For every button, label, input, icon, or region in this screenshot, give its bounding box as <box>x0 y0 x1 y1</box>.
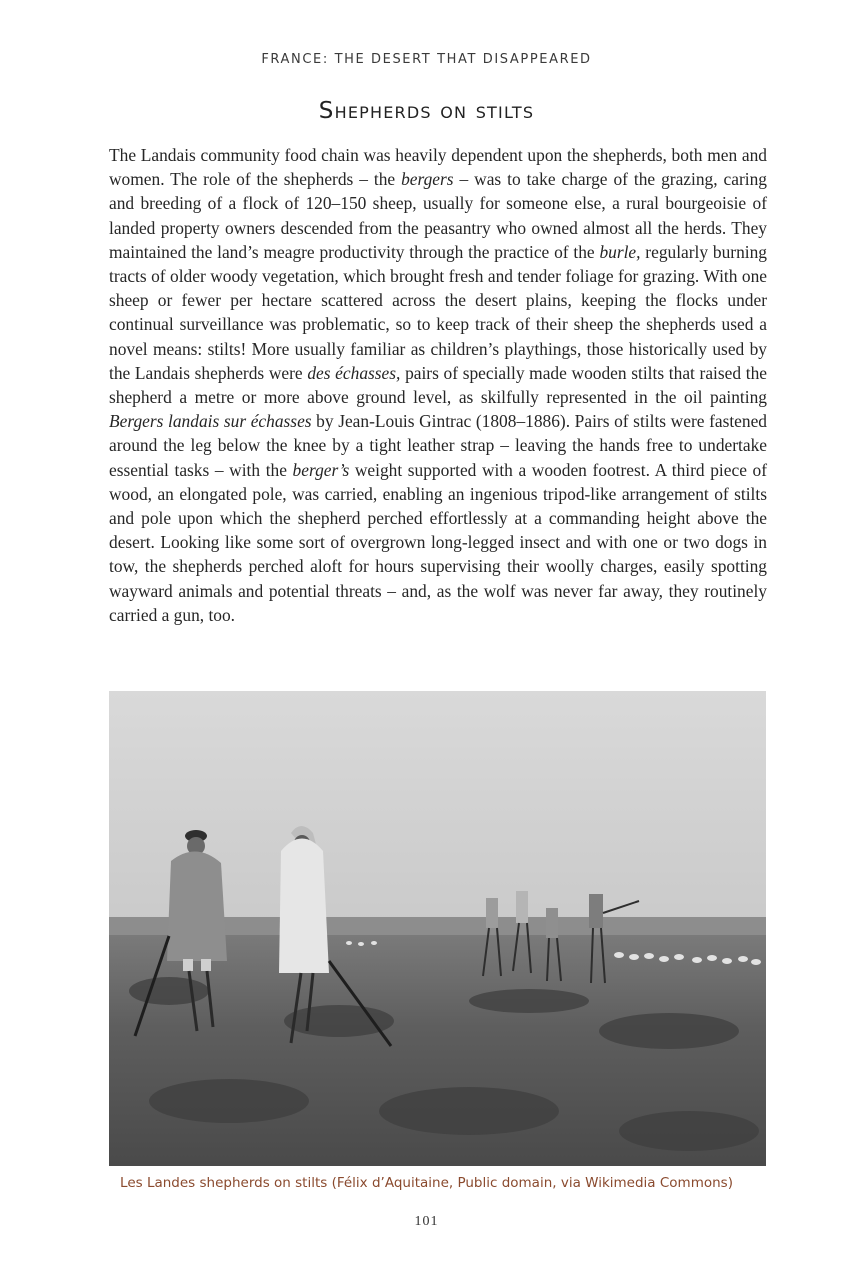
body-text-run: regularly burning tracts of older woody vegetation, which brought fresh and tender foliage for grazing. With one sheep or fewer per hectare scattered across the desert plains, keeping the flocks under continual surveillance was problematic, so to keep track of their sheep the shepherds used a novel means: stilts! More usually familiar as children’s playthings, those historically used by the Landais shepherds were <box>109 241 767 383</box>
body-italic-term: Bergers landais sur échasses <box>109 411 312 432</box>
body-italic-term: burle, <box>599 241 641 262</box>
body-text-run: by Jean-Louis Gintrac (1808–1886). Pairs of stilts were fastened around the leg below the knee by a tight leather strap – leaving the hands free to undertake essential tasks – with the <box>109 411 768 480</box>
photo-caption: Les Landes shepherds on stilts (Félix d’Aquitaine, Public domain, via Wikimedia Commons) <box>120 1175 733 1191</box>
body-text-run: The Landais community food chain was heavily dependent upon the shepherds, both men and women. The role of the shepherds – the <box>109 145 767 190</box>
body-text-run: weight supported with a wooden footrest. A third piece of wood, an elongated pole, was carried, enabling an ingenious tripod-like arrangement of stilts and pole upon which the shepherd perched effortlessly at a commanding height above the desert. Looking like some sort of overgrown long-legged insect and with one or two dogs in tow, the shepherds perched aloft for hours supervising their woolly charges, easily spotting wayward animals and potential threats – and, as the wolf was never far away, they routinely carried a gun, too. <box>109 459 768 625</box>
body-text-run: – was to take charge of the grazing, caring and breeding of a flock of 120–150 sheep, usually for someone else, a rural bourgeoisie of landed property owners descended from the peasantry who owned almost all the herds. They maintained the land’s meagre productivity through the practice of the <box>109 169 767 262</box>
body-paragraph <box>109 143 767 627</box>
body-italic-term: des échasses, <box>307 362 401 383</box>
body-italic-term: berger’s <box>292 459 350 480</box>
running-head: FRANCE: THE DESERT THAT DISAPPEARED <box>261 52 592 67</box>
section-title: Shepherds on stilts <box>318 98 535 124</box>
body-italic-term: bergers <box>401 169 454 190</box>
body-text-run: pairs of specially made wooden stilts that raised the shepherd a metre or more above ground level, as skilfully represented in the oil painting <box>109 362 767 408</box>
page-number: 101 <box>414 1214 439 1229</box>
shepherds-photo <box>109 691 766 1166</box>
